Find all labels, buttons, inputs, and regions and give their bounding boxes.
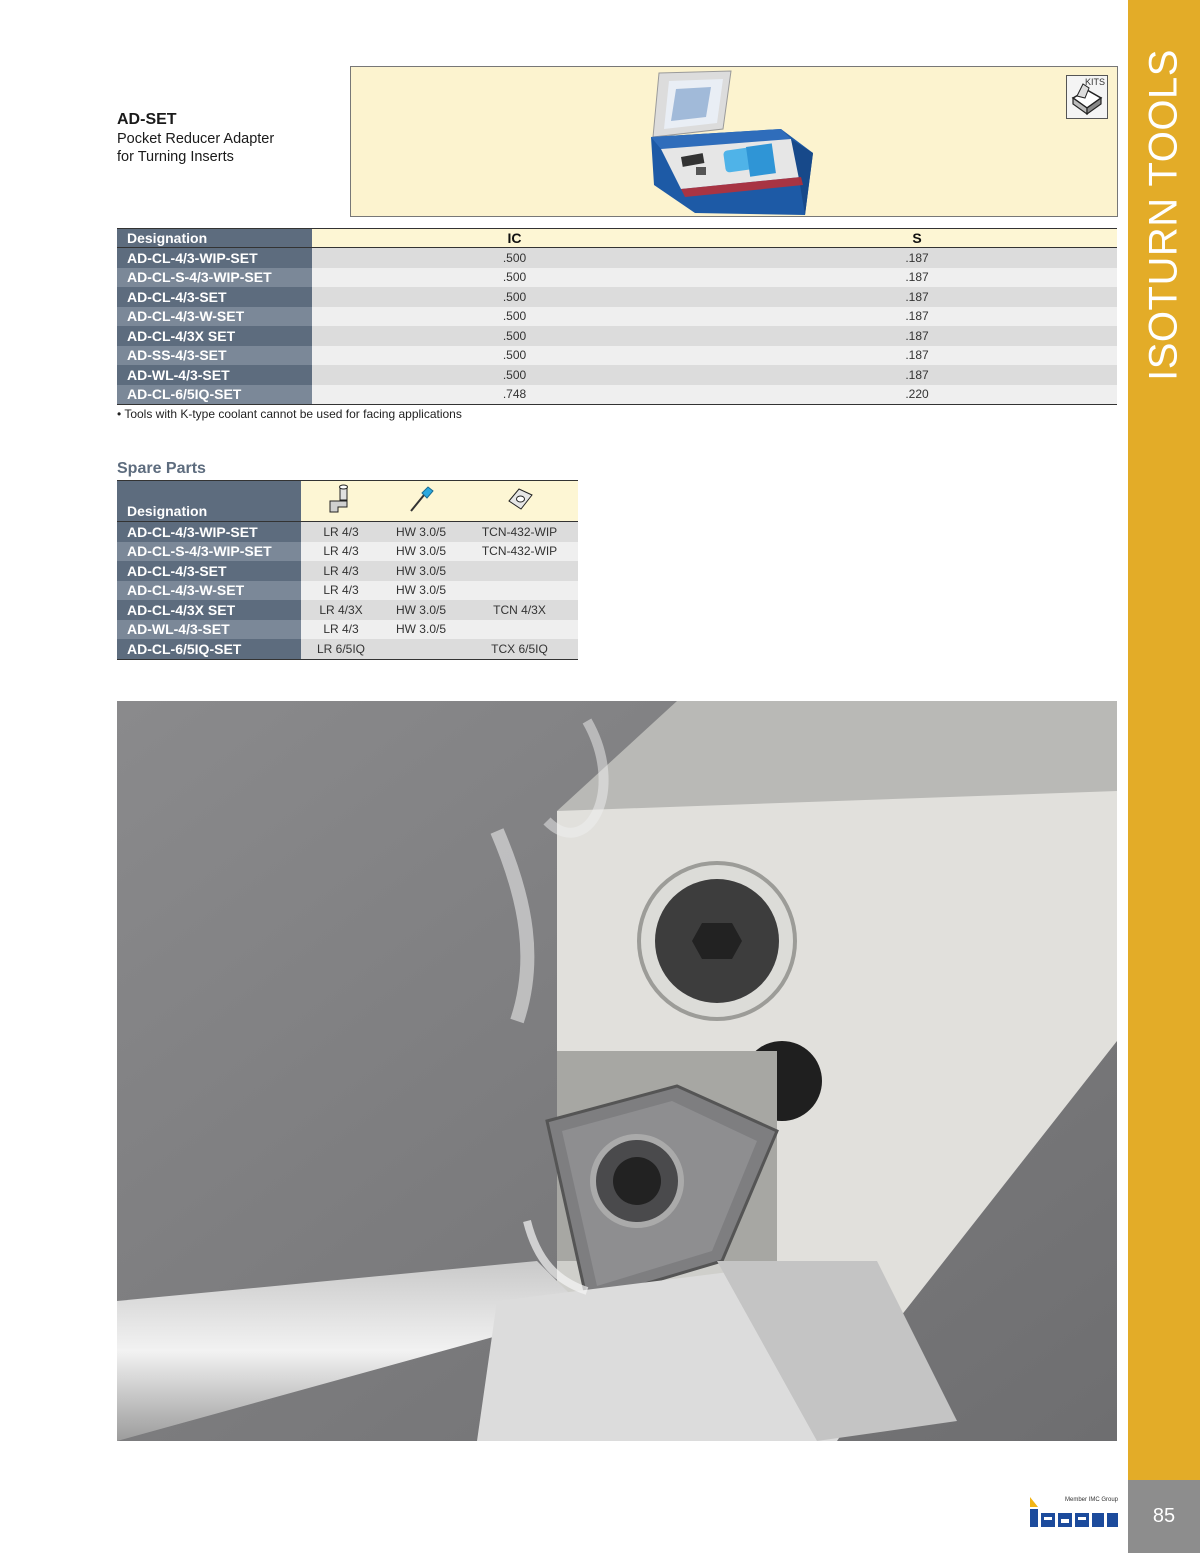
key-cell: HW 3.0/5 [381,522,461,542]
lever-cell: LR 4/3 [301,522,381,542]
section-title-vertical [1128,0,1200,1480]
s-cell: .220 [717,385,1117,405]
lever-cell: LR 4/3X [301,600,381,620]
s-cell: .187 [717,326,1117,346]
designation-cell: AD-CL-S-4/3-WIP-SET [117,542,301,562]
designation-cell: AD-CL-S-4/3-WIP-SET [117,268,312,288]
table-row [117,561,578,581]
designation-cell: AD-CL-4/3X SET [117,326,312,346]
table-row [117,600,578,620]
ic-cell: .748 [312,385,717,405]
header-designation: Designation [117,229,312,248]
shim-cell: TCX 6/5IQ [461,639,578,659]
page-number: 85 [1152,1505,1176,1527]
table-row [117,620,578,640]
product-photo [350,66,1118,217]
table-row [117,268,1117,288]
lever-cell: LR 4/3 [301,620,381,640]
machining-photo [117,701,1117,1441]
iscar-logo [1028,1497,1120,1531]
table-row [117,346,1117,366]
product-code: AD-SET [117,111,177,128]
ic-cell: .500 [312,307,717,327]
ic-cell: .500 [312,248,717,268]
lever-cell: LR 4/3 [301,561,381,581]
designation-cell: AD-CL-4/3-W-SET [117,581,301,601]
spare-header-row [117,481,578,522]
machining-illustration [117,701,1117,1441]
key-cell [381,639,461,659]
key-cell: HW 3.0/5 [381,600,461,620]
section-title-text: ISOTURN TOOLS [1141,49,1186,381]
ic-cell: .500 [312,287,717,307]
designation-cell: AD-WL-4/3-SET [117,620,301,640]
product-subtitle-line-2: for Turning Inserts [117,149,234,165]
designation-cell: AD-CL-4/3-W-SET [117,307,312,327]
s-cell: .187 [717,307,1117,327]
lever-cell: LR 4/3 [301,542,381,562]
hex-key-icon-svg [406,483,436,515]
header-s: S [717,229,1117,248]
designation-cell: AD-CL-4/3-WIP-SET [117,248,312,268]
designation-cell: AD-SS-4/3-SET [117,346,312,366]
designation-cell: AD-CL-6/5IQ-SET [117,639,301,659]
designation-cell: AD-CL-6/5IQ-SET [117,385,312,405]
spare-parts-table [117,480,578,660]
designation-table [117,228,1117,405]
product-subtitle-line-1: Pocket Reducer Adapter [117,131,275,147]
shim-icon-svg [505,483,535,515]
lever-cell: LR 4/3 [301,581,381,601]
product-subtitle [117,130,337,166]
shim-cell [461,620,578,640]
kits-icon [1066,75,1108,119]
table-row [117,542,578,562]
shim-icon [461,481,578,522]
spare-parts-title: Spare Parts [117,460,206,477]
key-cell: HW 3.0/5 [381,542,461,562]
designation-cell: AD-CL-4/3-WIP-SET [117,522,301,542]
table-row [117,365,1117,385]
ic-cell: .500 [312,268,717,288]
s-cell: .187 [717,248,1117,268]
lever-icon [301,481,381,522]
designation-cell: AD-CL-4/3-SET [117,287,312,307]
lever-cell: LR 6/5IQ [301,639,381,659]
lever-icon-svg [326,483,356,515]
ic-cell: .500 [312,326,717,346]
table-row [117,287,1117,307]
table-row [117,307,1117,327]
footnote: • Tools with K-type coolant cannot be used for facing applications [117,407,462,421]
kit-box-illustration [351,67,1117,216]
table-row [117,581,578,601]
spare-header-designation: Designation [117,481,301,522]
shim-cell: TCN 4/3X [461,600,578,620]
kits-icon-label: KITS [1084,77,1105,87]
table-row [117,639,578,659]
designation-cell: AD-CL-4/3X SET [117,600,301,620]
key-cell: HW 3.0/5 [381,620,461,640]
designation-cell: AD-CL-4/3-SET [117,561,301,581]
ic-cell: .500 [312,346,717,366]
shim-cell: TCN-432-WIP [461,522,578,542]
s-cell: .187 [717,346,1117,366]
ic-cell: .500 [312,365,717,385]
key-cell: HW 3.0/5 [381,581,461,601]
designation-cell: AD-WL-4/3-SET [117,365,312,385]
table-row [117,385,1117,405]
shim-cell [461,581,578,601]
s-cell: .187 [717,365,1117,385]
shim-cell [461,561,578,581]
member-imc-text: Member IMC Group [1064,1497,1118,1503]
header-ic: IC [312,229,717,248]
s-cell: .187 [717,268,1117,288]
key-cell: HW 3.0/5 [381,561,461,581]
hex-key-icon [381,481,461,522]
s-cell: .187 [717,287,1117,307]
table-row [117,248,1117,268]
table-row [117,522,578,542]
table-row [117,326,1117,346]
table-header-row [117,229,1117,248]
shim-cell: TCN-432-WIP [461,542,578,562]
